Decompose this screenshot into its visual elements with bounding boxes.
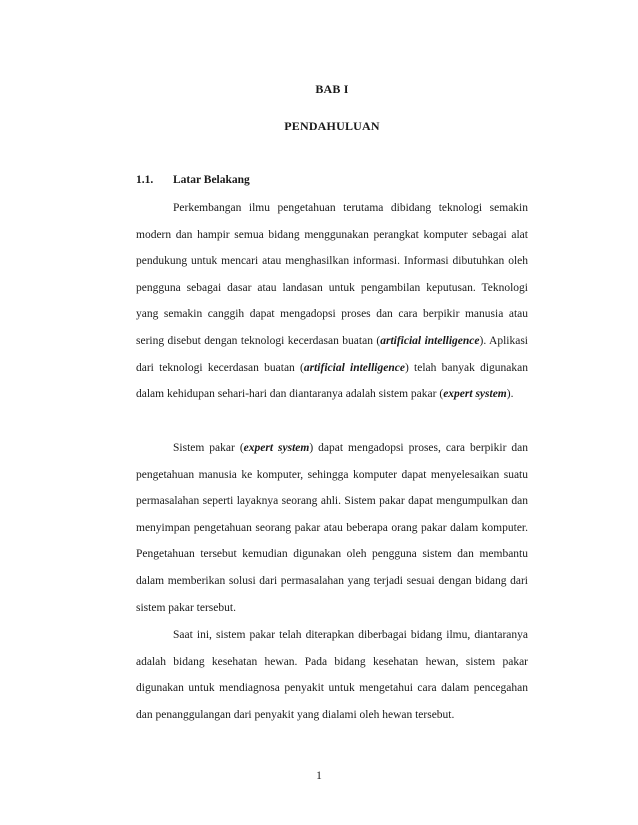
chapter-title: PENDAHULUAN — [284, 119, 380, 133]
section-heading — [136, 174, 250, 186]
section-number: 1.1. — [136, 174, 154, 186]
paragraph-text: Perkembangan ilmu pengetahuan terutama dibidang teknologi semakin modern dan hampir semua bidang menggunakan perangkat komputer sebagai alat pendukung untuk mencari atau menghasilkan informasi. Informasi dibutuhkan oleh pengguna sebagai dasar atau landasan untuk pengambilan keputusan. Teknologi yang semakin canggih dapat mengadopsi proses dan cara berpikir manusia atau sering disebut dengan teknologi kecerdasan buatan ( — [136, 202, 528, 347]
section-title: Latar Belakang — [173, 174, 250, 186]
paragraph-text: ). Aplikasi dari teknologi kecerdasan buatan ( — [136, 334, 529, 374]
paragraph-3: Saat ini, sistem pakar telah diterapkan diberbagai bidang ilmu, diantaranya adalah bidang kesehatan hewan. Pada bidang kesehatan hewan, sistem pakar digunakan untuk mendiagnosa penyakit untuk mengetahui cara dalam pencegahan dan penanggulangan dari penyakit yang dialami oleh hewan tersebut. — [136, 629, 528, 721]
chapter-heading: BAB I — [315, 82, 349, 96]
paragraph-1 — [136, 195, 528, 408]
italic-term: expert system — [443, 388, 507, 401]
paragraph-text: ) dapat mengadopsi proses, cara berpikir dan pengetahuan manusia ke komputer, sehingga komputer dapat menyelesaikan suatu permasalahan seperti layaknya seorang ahli. Sistem pakar dapat mengumpulkan dan menyimpan pengetahuan seorang pakar atau beberapa orang pakar dalam komputer. Pengetahuan tersebut kemudian digunakan oleh pengguna sistem dan membantu dalam memberikan solusi dari permasalahan yang terjadi sesuai dengan bidang dari sistem pakar tersebut. — [136, 442, 528, 614]
paragraph-text: ) telah banyak digunakan dalam kehidupan sehari-hari dan diantaranya adalah sistem pakar ( — [136, 361, 528, 401]
italic-term: artificial intelligence — [303, 361, 405, 374]
paragraph-2 — [136, 435, 528, 621]
page-number: 1 — [316, 770, 322, 782]
paragraph-text: Sistem pakar ( — [173, 442, 244, 454]
italic-term: artificial intelligence — [380, 334, 480, 347]
paragraph-text: ). — [506, 388, 514, 401]
italic-term: expert system — [243, 442, 310, 454]
